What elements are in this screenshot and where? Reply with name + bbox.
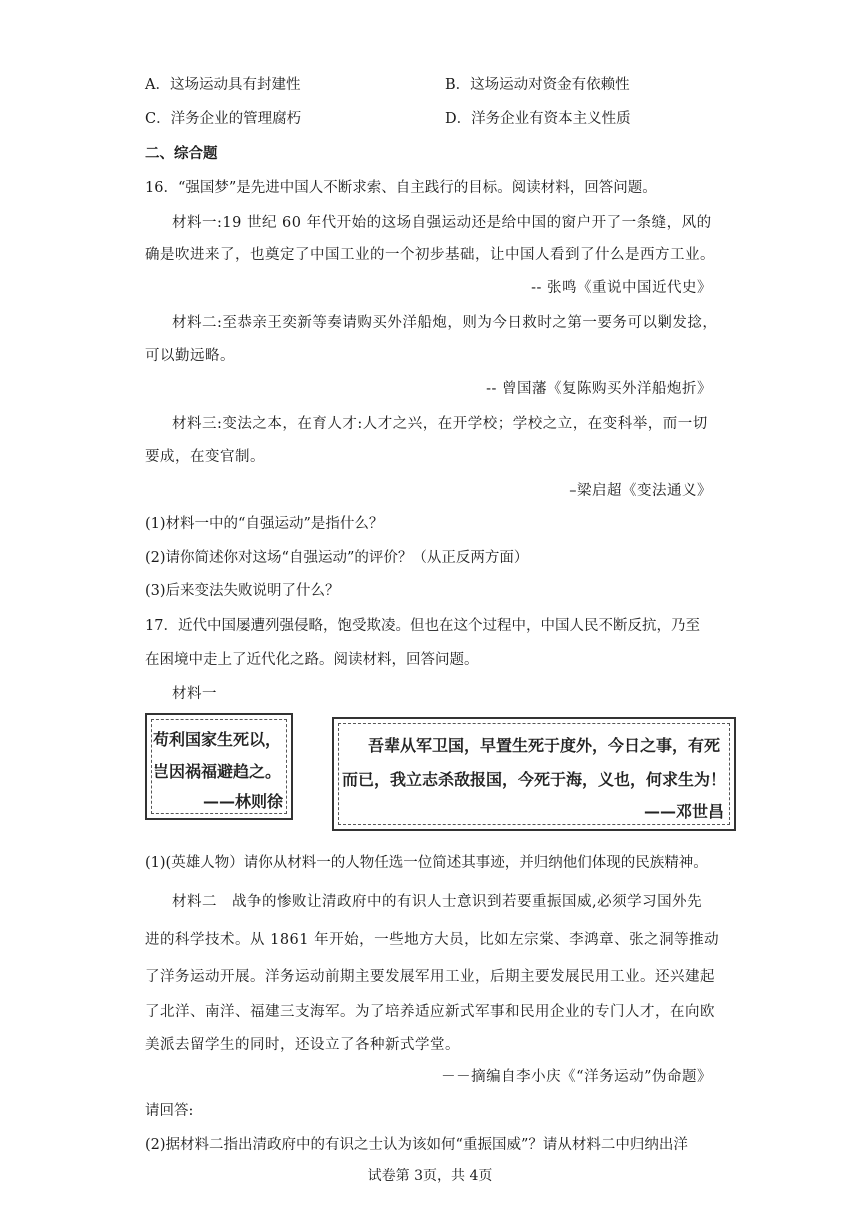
quote-card-lin-zexu-line2: 岂因祸福避趋之。 [153,762,282,781]
quote-card-deng-shichang [332,717,736,831]
q17-material2-line3: 了洋务运动开展。洋务运动前期主要发展军用工业，后期主要发展民用工业。还兴建起 [145,969,715,985]
q16-material3-line1: 材料三:变法之本，在育人才:人才之兴，在开学校；学校之立，在变科举，而一切 [172,416,708,432]
quote-card-lin-zexu-line1: 苟利国家生死以， [153,730,282,749]
q16-material1-source: -- 张鸣《重说中国近代史》 [531,280,712,296]
option-b: B．这场运动对资金有依赖性 [445,77,630,93]
q17-stem-line1: 17．近代中国屡遭列强侵略，饱受欺凌。但也在这个过程中，中国人民不断反抗，乃至 [145,618,700,634]
q17-stem-line2: 在困境中走上了近代化之路。阅读材料，回答问题。 [145,652,479,668]
q16-material1-line2: 确是吹进来了，也奠定了中国工业的一个初步基础，让中国人看到了什么是西方工业。 [145,247,715,263]
quote-card-deng-shichang-author: ——邓世昌 [643,802,724,821]
q16-material3-source: –梁启超《变法通义》 [569,483,712,499]
please-answer-label: 请回答: [145,1103,194,1119]
quote-card-lin-zexu [145,713,293,820]
q17-material2-line4: 了北洋、南洋、福建三支海军。为了培养适应新式军事和民用企业的专门人才，在向欧 [145,1004,715,1020]
quote-card-deng-shichang-line1: 吾辈从军卫国，早置生死于度外，今日之事，有死 [368,736,721,755]
q17-material2-line2: 进的科学技术。从 1861 年开始，一些地方大员，比如左宗棠、李鸿章、张之洞等推动 [145,932,720,948]
section-title: 二、综合题 [145,146,218,162]
q16-subquestion-2: (2)请你简述你对这场“自强运动”的评价？（从正反两方面） [145,550,529,566]
q16-material2-line2: 可以勤远略。 [145,348,235,364]
q16-subquestion-3: (3)后来变法失败说明了什么？ [145,583,340,599]
page-footer: 试卷第 3页，共 4页 [367,1168,493,1184]
q16-material2-source: -- 曾国藩《复陈购买外洋船炮折》 [486,381,712,397]
option-a: A．这场运动具有封建性 [145,77,301,93]
q16-material1-line1: 材料一:19 世纪 60 年代开始的这场自强运动还是给中国的窗户开了一条缝，风的 [172,215,712,231]
q17-subquestion-2: (2)据材料二指出清政府中的有识之士认为该如何“重振国威”？请从材料二中归纳出洋 [145,1137,688,1153]
quote-card-lin-zexu-author: ——林则徐 [202,792,283,811]
q17-subquestion-1: (1)(英雄人物）请你从材料一的人物任选一位简述其事迹，并归纳他们体现的民族精神。 [145,855,708,871]
q16-material3-line2: 要成，在变官制。 [145,449,265,465]
q17-material2-line1: 材料二 战争的惨败让清政府中的有识人士意识到若要重振国威,必须学习国外先 [172,894,703,910]
q16-stem: 16．“强国梦”是先进中国人不断求索、自主践行的目标。阅读材料，回答问题。 [145,180,657,196]
option-c: C．洋务企业的管理腐朽 [145,111,302,127]
q17-material1-label: 材料一 [172,686,217,702]
q16-material2-line1: 材料二:至恭亲王奕新等奏请购买外洋船炮，则为今日救时之第一要务可以剿发捻， [172,315,718,331]
q16-subquestion-1: (1)材料一中的“自强运动”是指什么？ [145,516,384,532]
q17-material2-source: －－摘编自李小庆《“洋务运动”伪命题》 [441,1069,712,1085]
quote-card-deng-shichang-line2: 而已，我立志杀敌报国，今死于海，义也，何求生为！ [342,770,727,789]
q17-material2-line5: 美派去留学生的同时，还设立了各种新式学堂。 [145,1037,460,1053]
option-d: D．洋务企业有资本主义性质 [445,111,631,127]
